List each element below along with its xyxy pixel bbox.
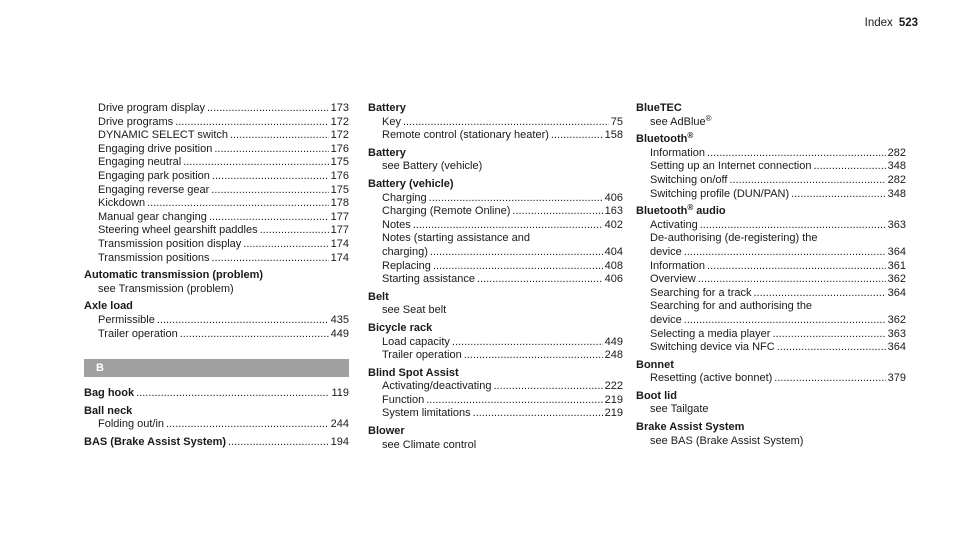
subentry: Switching profile (DUN/PAN) ..... 348 — [636, 188, 906, 202]
index-entry — [636, 205, 906, 355]
subentry: Searching for a track ..... 364 — [636, 287, 906, 301]
subentry: Starting assistance ..... 406 — [368, 273, 623, 287]
subentry: Setting up an Internet connection ..... 348 — [636, 160, 906, 174]
page-number: 523 — [898, 17, 918, 29]
index-entry — [368, 147, 623, 174]
subentry: Drive program display ..... 173 — [84, 102, 349, 116]
index-entry — [368, 322, 623, 363]
index-entry-continued — [84, 102, 349, 265]
entry-heading: Blower — [368, 425, 405, 438]
subentry: Transmission positions ..... 174 — [84, 252, 349, 266]
see-reference: see Climate control — [382, 438, 477, 451]
entry-heading: Automatic transmission (problem) — [84, 269, 264, 282]
see-reference: see Battery (vehicle) — [382, 160, 483, 173]
subentry: Folding out/in ..... 244 — [84, 418, 349, 432]
subentry: Activating/deactivating ..... 222 — [368, 380, 623, 394]
subentry-wrap-line: De-authorising (de-registering) the — [650, 232, 818, 245]
index-entry — [636, 133, 906, 201]
subentry: Engaging neutral ..... 175 — [84, 156, 349, 170]
subentry-wrap-line: Notes (starting assistance and — [382, 232, 530, 245]
index-entry — [636, 390, 906, 417]
see-reference: see Tailgate — [650, 403, 709, 416]
index-entry — [84, 300, 349, 341]
subentry: Engaging park position ..... 176 — [84, 170, 349, 184]
entry-heading: Bluetooth® — [636, 131, 694, 146]
subentry: System limitations ..... 219 — [368, 407, 623, 421]
index-entry — [368, 425, 623, 452]
subentry: Trailer operation ..... 449 — [84, 328, 349, 342]
index-entry — [636, 421, 906, 448]
subentry: Switching on/off ..... 282 — [636, 174, 906, 188]
see-reference: see Seat belt — [382, 304, 447, 317]
entry-heading: Battery — [368, 146, 406, 159]
subentry: Permissible ..... 435 — [84, 314, 349, 328]
index-entry — [84, 387, 349, 401]
subentry: Kickdown ..... 178 — [84, 197, 349, 211]
entry-heading: Bag hook ..... 119 — [84, 387, 349, 401]
registered-mark: ® — [687, 203, 694, 213]
entry-heading: BAS (Brake Assist System) ..... 194 — [84, 436, 349, 450]
index-entry — [84, 436, 349, 450]
entry-heading: Battery — [368, 102, 406, 114]
subentry: Engaging drive position ..... 176 — [84, 143, 349, 157]
letter-section-bar: B — [84, 359, 349, 377]
entry-heading: Bluetooth® audio — [636, 203, 726, 218]
registered-mark: ® — [705, 113, 712, 123]
index-column-2 — [368, 102, 623, 456]
subentry: charging) ..... 404 — [368, 246, 623, 260]
subentry: Overview ..... 362 — [636, 273, 906, 287]
index-column-1 — [84, 102, 349, 453]
index-entry — [368, 102, 623, 143]
subentry: Engaging reverse gear ..... 175 — [84, 184, 349, 198]
subentry: Replacing ..... 408 — [368, 260, 623, 274]
subentry: Activating ..... 363 — [636, 219, 906, 233]
subentry: Resetting (active bonnet) ..... 379 — [636, 372, 906, 386]
index-entry — [368, 178, 623, 287]
subentry: Notes ..... 402 — [368, 219, 623, 233]
see-reference: see BAS (Brake Assist System) — [650, 434, 804, 447]
entry-heading: Axle load — [84, 300, 133, 313]
subentry: Load capacity ..... 449 — [368, 336, 623, 350]
subentry: Transmission position display ..... 174 — [84, 238, 349, 252]
entry-heading: Battery (vehicle) — [368, 177, 454, 190]
page-header — [865, 17, 918, 31]
subentry: Charging (Remote Online) ..... 163 — [368, 205, 623, 219]
subentry: Charging ..... 406 — [368, 192, 623, 206]
entry-heading: Boot lid — [636, 389, 677, 402]
index-column-3 — [636, 102, 906, 452]
registered-mark: ® — [687, 131, 694, 141]
subentry: Steering wheel gearshift paddles ..... 177 — [84, 224, 349, 238]
subentry: Switching device via NFC ..... 364 — [636, 341, 906, 355]
index-entry — [84, 405, 349, 432]
subentry: DYNAMIC SELECT switch ..... 172 — [84, 129, 349, 143]
subentry: Drive programs ..... 172 — [84, 116, 349, 130]
subentry: Key ..... 75 — [368, 116, 623, 130]
see-reference: see Transmission (problem) — [98, 282, 234, 295]
entry-heading: Bonnet — [636, 358, 674, 371]
entry-heading: Ball neck — [84, 404, 133, 417]
subentry: Information ..... 282 — [636, 147, 906, 161]
entry-heading: Bicycle rack — [368, 321, 433, 334]
index-entry — [84, 269, 349, 296]
entry-heading: Brake Assist System — [636, 421, 745, 434]
subentry: Selecting a media player ..... 363 — [636, 328, 906, 342]
header-label: Index — [864, 17, 893, 29]
subentry: Trailer operation ..... 248 — [368, 349, 623, 363]
subentry: Manual gear changing ..... 177 — [84, 211, 349, 225]
subentry: device ..... 362 — [636, 314, 906, 328]
subentry: Information ..... 361 — [636, 260, 906, 274]
entry-heading: Belt — [368, 290, 389, 303]
index-entry — [636, 102, 906, 129]
subentry: Remote control (stationary heater) ..... 158 — [368, 129, 623, 143]
subentry-wrap-line: Searching for and authorising the — [650, 300, 813, 313]
entry-heading: BlueTEC — [636, 102, 682, 114]
index-entry — [368, 291, 623, 318]
see-reference: see AdBlue® — [650, 113, 712, 128]
subentry: device ..... 364 — [636, 246, 906, 260]
subentry: Function ..... 219 — [368, 394, 623, 408]
index-entry — [636, 359, 906, 386]
index-entry — [368, 367, 623, 421]
entry-heading: Blind Spot Assist — [368, 366, 459, 379]
